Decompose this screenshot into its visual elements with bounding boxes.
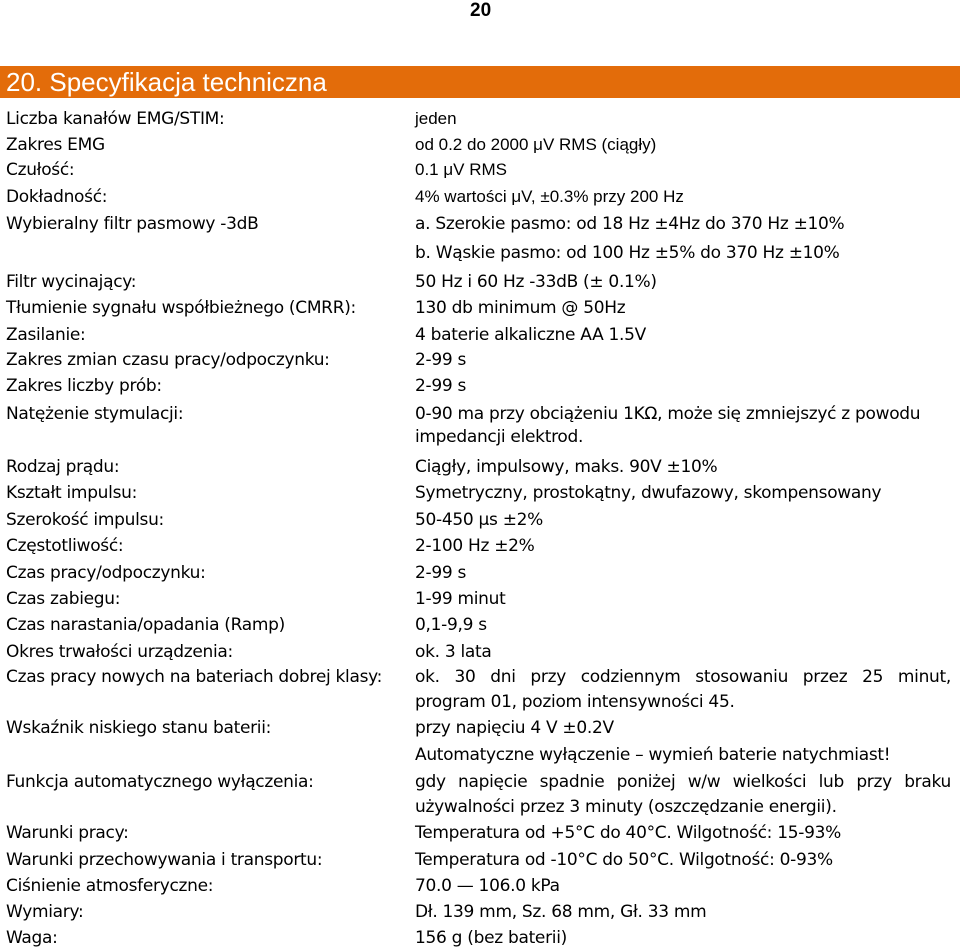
spec-label: Czas zabiegu: xyxy=(6,589,121,609)
spec-row-power xyxy=(0,325,960,352)
section-title: 20. Specyfikacja techniczna xyxy=(6,67,327,97)
spec-value: używalności przez 3 minuty (oszczędzanie energii). xyxy=(415,797,837,817)
spec-row-battery-life-cont xyxy=(0,692,960,719)
spec-row-emg-range xyxy=(0,135,960,162)
spec-value: 130 db minimum @ 50Hz xyxy=(415,298,626,318)
spec-row-treatment-time xyxy=(0,589,960,616)
spec-row-current-type xyxy=(0,457,960,484)
spec-label: Wybieralny filtr pasmowy -3dB xyxy=(6,214,259,234)
spec-label: Czas pracy nowych na bateriach dobrej klasy: xyxy=(6,667,383,687)
spec-row-pressure xyxy=(0,876,960,903)
spec-label: Szerokość impulsu: xyxy=(6,510,164,530)
spec-row-pulse-shape xyxy=(0,483,960,510)
spec-value: Temperatura od -10°C do 50°C. Wilgotność: 0-93% xyxy=(415,850,833,870)
spec-row-battery-life xyxy=(0,667,960,694)
spec-row-accuracy xyxy=(0,187,960,214)
spec-value: ok. 30 dni przy codziennym stosowaniu przez 25 minut, xyxy=(415,667,951,687)
spec-row-bandpass xyxy=(0,214,960,241)
spec-value: 156 g (bez baterii) xyxy=(415,928,567,948)
spec-value: 2-99 s xyxy=(415,350,467,370)
spec-value: Ciągły, impulsowy, maks. 90V ±10% xyxy=(415,457,718,477)
spec-value: 2-99 s xyxy=(415,376,467,396)
spec-value: Temperatura od +5°C do 40°C. Wilgotność: 15-93% xyxy=(415,823,841,843)
spec-row-low-battery-cont xyxy=(0,745,960,772)
spec-value: impedancji elektrod. xyxy=(415,427,584,447)
spec-label: Okres trwałości urządzenia: xyxy=(6,642,233,662)
spec-value: 2-99 s xyxy=(415,563,467,583)
spec-value: b. Wąskie pasmo: od 100 Hz ±5% do 370 Hz ±10% xyxy=(415,243,840,263)
spec-row-sensitivity xyxy=(0,160,960,187)
spec-label: Czas pracy/odpoczynku: xyxy=(6,563,206,583)
spec-row-low-battery xyxy=(0,718,960,745)
spec-row-trials-range xyxy=(0,376,960,403)
spec-label: Zakres liczby prób: xyxy=(6,376,162,396)
spec-label: Liczba kanałów EMG/STIM: xyxy=(6,109,225,129)
spec-label: Warunki pracy: xyxy=(6,823,129,843)
spec-label: Natężenie stymulacji: xyxy=(6,404,184,424)
spec-label: Częstotliwość: xyxy=(6,536,124,556)
spec-label: Ciśnienie atmosferyczne: xyxy=(6,876,214,896)
spec-label: Wskaźnik niskiego stanu baterii: xyxy=(6,718,272,738)
spec-row-frequency xyxy=(0,536,960,563)
spec-value: 4% wartości μV, ±0.3% przy 200 Hz xyxy=(415,187,684,206)
spec-value: Automatyczne wyłączenie – wymień baterie natychmiast! xyxy=(415,745,891,765)
spec-value: 4 baterie alkaliczne AA 1.5V xyxy=(415,325,646,345)
spec-value: 70.0 — 106.0 kPa xyxy=(415,876,560,896)
spec-row-bandpass-narrow xyxy=(0,243,960,270)
spec-row-operating-conditions xyxy=(0,823,960,850)
spec-row-ramp xyxy=(0,615,960,642)
spec-value: 1-99 minut xyxy=(415,589,506,609)
spec-row-pulse-width xyxy=(0,510,960,537)
spec-label: Zakres zmian czasu pracy/odpoczynku: xyxy=(6,350,330,370)
spec-value: Dł. 139 mm, Sz. 68 mm, Gł. 33 mm xyxy=(415,902,707,922)
spec-value: 2-100 Hz ±2% xyxy=(415,536,535,556)
spec-value: przy napięciu 4 V ±0.2V xyxy=(415,718,614,738)
spec-value: jeden xyxy=(415,109,457,128)
spec-label: Funkcja automatycznego wyłączenia: xyxy=(6,772,314,792)
spec-value: 50 Hz i 60 Hz -33dB (± 0.1%) xyxy=(415,272,657,292)
spec-label: Waga: xyxy=(6,928,58,948)
spec-value: 0-90 ma przy obciążeniu 1KΩ, może się zmniejszyć z powodu xyxy=(415,404,921,424)
spec-row-lifetime xyxy=(0,642,960,669)
spec-value: Symetryczny, prostokątny, dwufazowy, skompensowany xyxy=(415,483,882,503)
spec-label: Rodzaj prądu: xyxy=(6,457,120,477)
spec-value: gdy napięcie spadnie poniżej w/w wielkości lub przy braku xyxy=(415,772,951,792)
spec-row-work-rest-time xyxy=(0,563,960,590)
spec-value: 0,1-9,9 s xyxy=(415,615,487,635)
spec-label: Kształt impulsu: xyxy=(6,483,138,503)
spec-value: 50-450 μs ±2% xyxy=(415,510,544,530)
spec-label: Tłumienie sygnału współbieżnego (CMRR): xyxy=(6,298,356,318)
section-title-bar xyxy=(0,66,960,98)
spec-value: od 0.2 do 2000 μV RMS (ciągły) xyxy=(415,135,657,154)
spec-row-stim-intensity-cont xyxy=(0,427,960,454)
spec-row-storage-conditions xyxy=(0,850,960,877)
spec-label: Warunki przechowywania i transportu: xyxy=(6,850,323,870)
spec-value: ok. 3 lata xyxy=(415,642,492,662)
spec-label: Czas narastania/opadania (Ramp) xyxy=(6,615,285,635)
spec-label: Czułość: xyxy=(6,160,75,180)
spec-row-dimensions xyxy=(0,902,960,929)
spec-row-notch xyxy=(0,272,960,299)
spec-label: Zasilanie: xyxy=(6,325,86,345)
spec-row-channels xyxy=(0,109,960,136)
spec-row-work-rest-range xyxy=(0,350,960,377)
spec-value: a. Szerokie pasmo: od 18 Hz ±4Hz do 370 Hz ±10% xyxy=(415,214,845,234)
spec-value: 0.1 μV RMS xyxy=(415,160,507,179)
spec-row-cmrr xyxy=(0,298,960,325)
spec-row-auto-off xyxy=(0,772,960,799)
page-number: 20 xyxy=(470,0,492,21)
spec-label: Filtr wycinający: xyxy=(6,272,137,292)
spec-value: program 01, poziom intensywności 45. xyxy=(415,692,735,712)
spec-label: Dokładność: xyxy=(6,187,108,207)
spec-label: Zakres EMG xyxy=(6,135,105,155)
spec-label: Wymiary: xyxy=(6,902,84,922)
spec-row-weight xyxy=(0,928,960,949)
spec-row-auto-off-cont xyxy=(0,797,960,824)
